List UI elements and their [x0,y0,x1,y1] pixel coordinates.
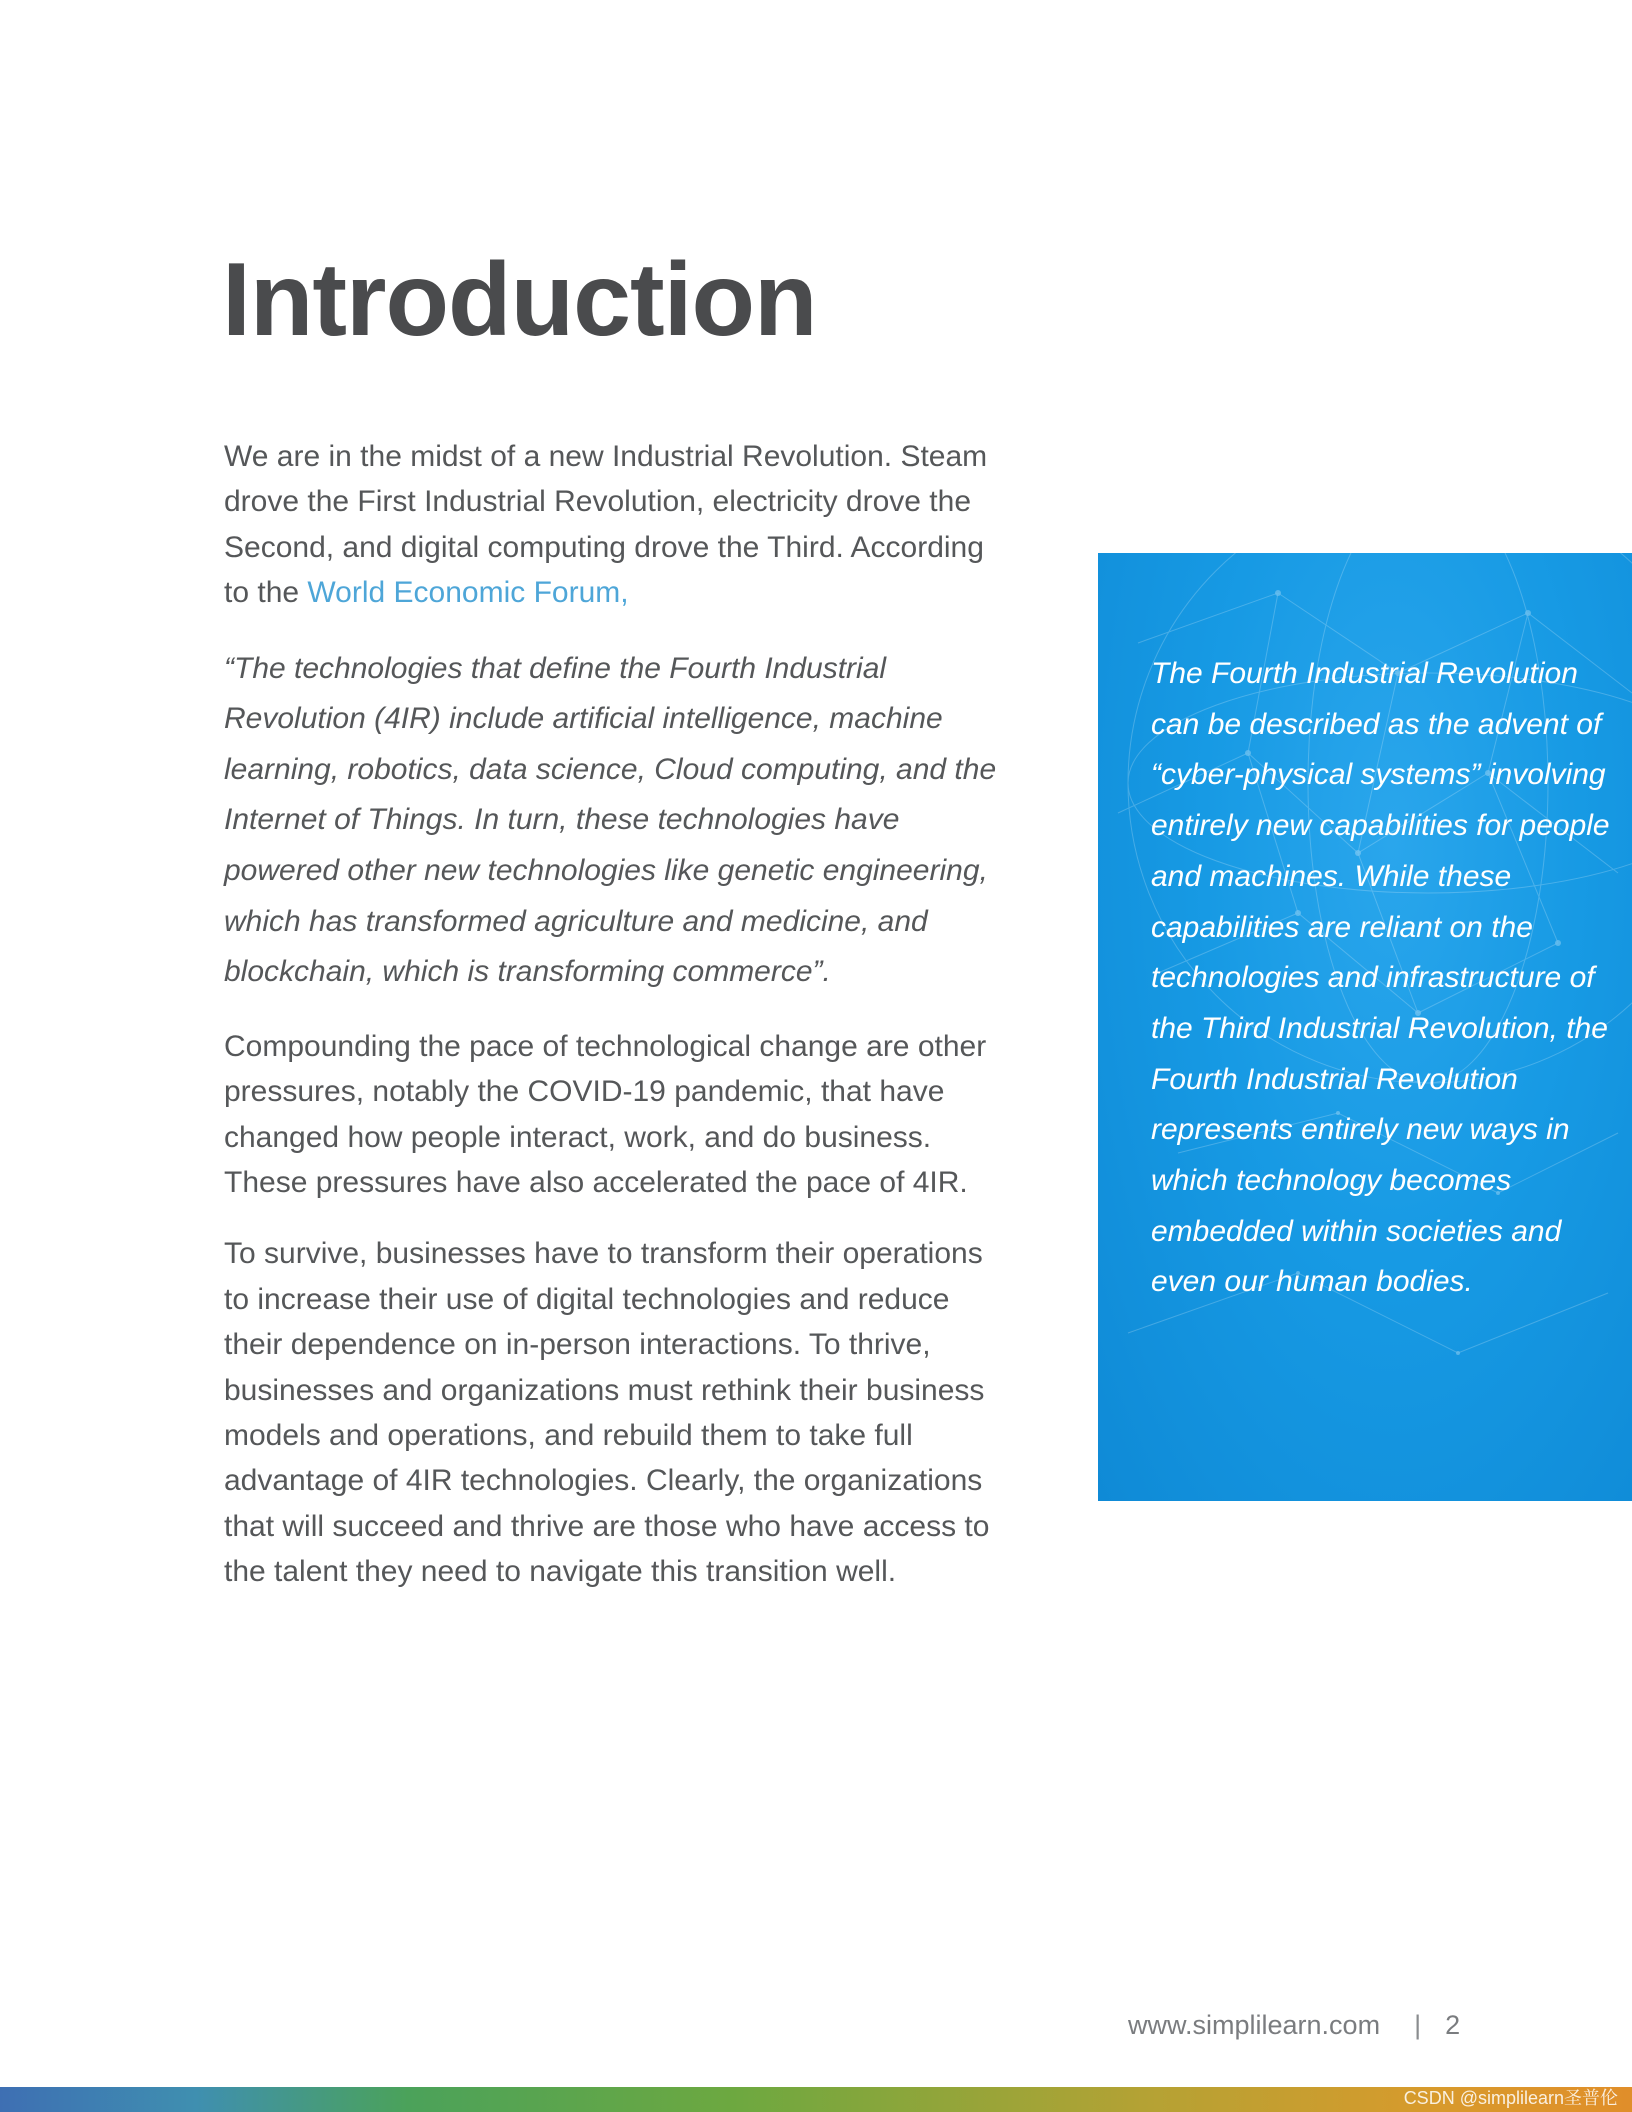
bottom-gradient-bar [0,2087,1632,2112]
main-column [224,434,1004,1595]
callout-box [1098,553,1632,1501]
page-footer [1128,2010,1460,2041]
footer-separator: | [1414,2010,1422,2040]
world-economic-forum-link[interactable]: World Economic Forum, [307,576,629,610]
page-title: Introduction [222,242,817,358]
intro-paragraph [224,434,1004,616]
pressures-paragraph: Compounding the pace of technological change are other pressures, notably the COVID-19 pandemic, that have changed how people interact, work, and do business. These pressures have also accelerated the pace of 4IR. [224,1029,987,1199]
footer-url: www.simplilearn.com [1128,2010,1381,2040]
wef-quote: “The technologies that define the Fourth Industrial Revolution (4IR) include artificial intelligence, machine learning, robotics, data science, Cloud computing, and the Internet of Things. In turn, these technologies have powered other new technologies like genetic engineering, which has transformed agriculture and medicine, and blockchain, which is transforming commerce”. [224,651,997,989]
intro-paragraph-text: We are in the midst of a new Industrial Revolution. Steam drove the First Industrial Revolution, electricity drove the Second, and digital computing drove the Third. According to the [224,440,988,610]
survive-paragraph: To survive, businesses have to transform their operations to increase their use of digital technologies and reduce their dependence on in-person interactions. To thrive, businesses and organizations must rethink their business models and operations, and rebuild them to take full advantage of 4IR technologies. Clearly, the organizations that will succeed and thrive are those who have access to the talent they need to navigate this transition well. [224,1237,990,1589]
callout-text: The Fourth Industrial Revolution can be described as the advent of “cyber-physical systems” involving entirely new capabilities for people and machines. While these capabilities are reliant on the technologies and infrastructure of the Third Industrial Revolution, the Fourth Industrial Revolution represents entirely new ways in which technology becomes embedded within societies and even our human bodies. [1151,657,1610,1299]
page-number: 2 [1445,2010,1461,2040]
watermark: CSDN @simplilearn圣普伦 [1403,2088,1618,2108]
